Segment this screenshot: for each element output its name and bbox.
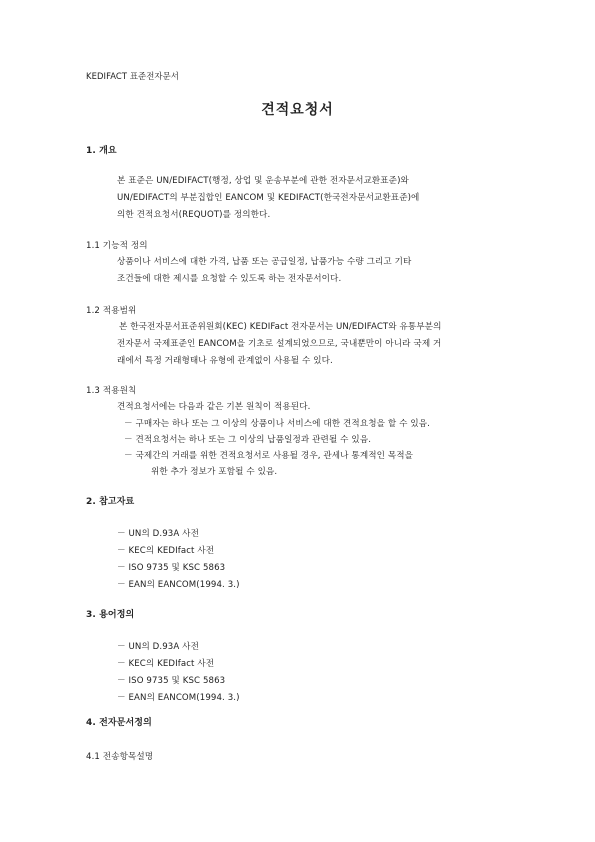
section-1-2-heading: 1.2 적용범위	[86, 306, 137, 316]
section-4-heading: 4. 전자문서정의	[86, 718, 152, 728]
reference-item: － EAN의 EANCOM(1994. 3.)	[117, 580, 240, 590]
document-header: KEDIFACT 표준전자문서	[86, 71, 179, 81]
section-1-2-line: 본 한국전자문서표준위원회(KEC) KEDIFact 전자문서는 UN/EDIFACT와 유통부분의	[119, 322, 442, 332]
reference-item: － UN의 D.93A 사전	[117, 529, 199, 539]
section-1-3-heading: 1.3 적용원칙	[86, 386, 137, 396]
section-1-3-intro: 견적요청서에는 다음과 같은 기본 원칙이 적용된다.	[117, 402, 311, 412]
terminology-item: － UN의 D.93A 사전	[117, 642, 199, 652]
section-1-2-line: 전자문서 국제표준인 EANCOM을 기초로 설계되었으므로, 국내뿐만이 아니라 국제 거	[117, 339, 442, 349]
section-1-heading: 1. 개요	[86, 146, 117, 156]
terminology-item: － ISO 9735 및 KSC 5863	[117, 676, 226, 686]
section-1-3-item: － 국제간의 거래를 위한 견적요청서로 사용될 경우, 관세나 통계적인 목적을	[124, 451, 414, 461]
section-1-1-line: 조건들에 대한 제시를 요청할 수 있도록 하는 전자문서이다.	[117, 274, 342, 284]
section-3-heading: 3. 용어정의	[86, 610, 135, 620]
section-4-1-heading: 4.1 전송항목설명	[86, 752, 154, 762]
section-1-3-item: － 구매자는 하나 또는 그 이상의 상품이나 서비스에 대한 견적요청을 할 수 있음.	[124, 419, 430, 429]
reference-item: － ISO 9735 및 KSC 5863	[117, 563, 226, 573]
section-1-3-item-continued: 위한 추가 정보가 포함될 수 있음.	[151, 467, 278, 477]
terminology-item: － EAN의 EANCOM(1994. 3.)	[117, 693, 240, 703]
section-1-2-line: 래에서 특정 거래형태나 유형에 관계없이 사용될 수 있다.	[117, 356, 333, 366]
section-2-heading: 2. 참고자료	[86, 497, 135, 507]
reference-item: － KEC의 KEDIfact 사전	[117, 546, 215, 556]
section-1-line: UN/EDIFACT의 부분집합인 EANCOM 및 KEDIFACT(한국전자문서교환표준)에	[117, 193, 420, 203]
section-1-1-heading: 1.1 기능적 정의	[86, 241, 148, 251]
section-1-line: 의한 견적요청서(REQUOT)를 정의한다.	[117, 210, 271, 220]
section-1-line: 본 표준은 UN/EDIFACT(행정, 상업 및 운송부분에 관한 전자문서교환표준)와	[117, 176, 409, 186]
section-1-3-item: － 견적요청서는 하나 또는 그 이상의 납품일정과 관련될 수 있음.	[124, 435, 372, 445]
document-title: 견적요청서	[261, 102, 334, 118]
terminology-item: － KEC의 KEDIfact 사전	[117, 659, 215, 669]
section-1-1-line: 상품이나 서비스에 대한 가격, 납품 또는 공급일정, 납품가능 수량 그리고 기타	[117, 257, 412, 267]
